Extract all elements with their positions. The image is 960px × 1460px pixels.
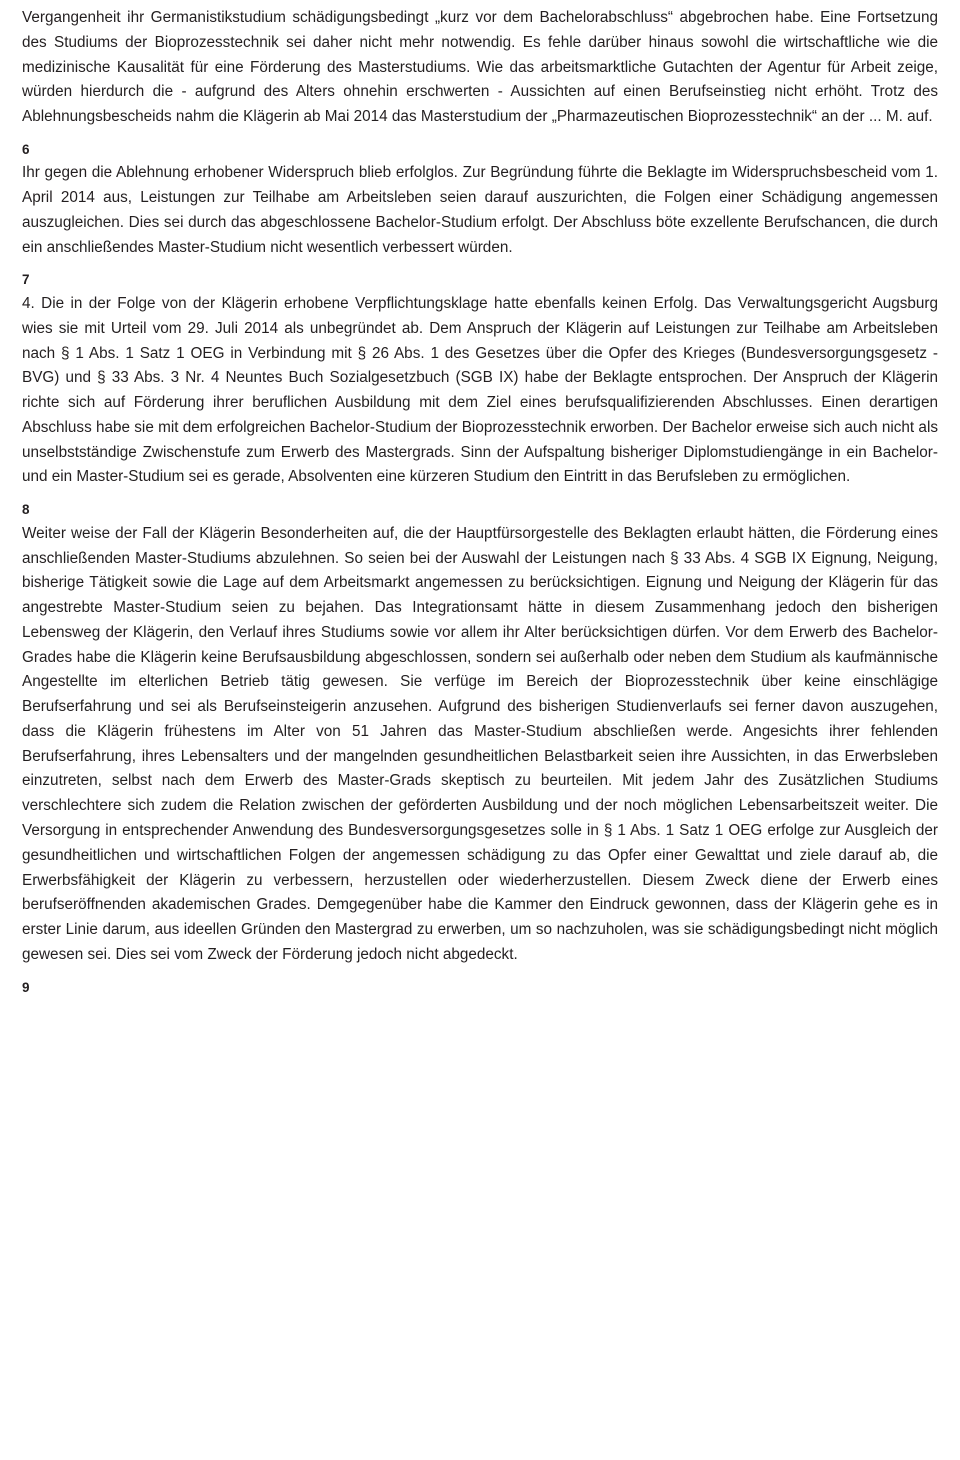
margin-number-7: 7	[22, 272, 30, 288]
paragraph-7: 4. Die in der Folge von der Klägerin erhobene Verpflichtungsklage hatte ebenfalls keinen Erfolg. Das Verwaltungsgericht Augsburg wies sie mit Urteil vom 29. Juli 2014 als unbegründet ab. Dem Anspruch der Klägerin auf Leistungen zur Teilhabe am Arbeitsleben nach § 1 Abs. 1 Satz 1 OEG in Verbindung mit § 26 Abs. 1 des Gesetzes über die Opfer des Krieges (Bundesversorgungsgesetz - BVG) und § 33 Abs. 3 Nr. 4 Neuntes Buch Sozialgesetzbuch (SGB IX) habe der Beklagte entsprochen. Der Anspruch der Klägerin richte sich auf Förderung ihrer beruflichen Ausbildung mit dem Ziel eines berufsqualifizierenden Abschlusses. Einen derartigen Abschluss habe sie mit dem erfolgreichen Bachelor-Studium der Bioprozesstechnik erworben. Der Bachelor erweise sich auch nicht als unselbstständige Zwischenstufe zum Erwerb des Mastergrads. Sinn der Aufspaltung bisheriger Diplomstudiengänge in ein Bachelor- und ein Master-Studium sei es gerade, Absolventen eine kürzeren Studium den Eintritt in das Berufsleben zu ermöglichen.	[22, 295, 938, 486]
paragraph-6: Ihr gegen die Ablehnung erhobener Widerspruch blieb erfolglos. Zur Begründung führte die Beklagte im Widerspruchsbescheid vom 1. April 2014 aus, Leistungen zur Teilhabe am Arbeitsleben seien darauf auszurichten, die Folgen einer Schädigung angemessen auszugleichen. Dies sei durch das abgeschlossene Bachelor-Studium erfolgt. Der Abschluss böte exzellente Berufschancen, die durch ein anschließendes Master-Studium nicht wesentlich verbessert würden.	[22, 164, 938, 256]
paragraph-continuation: Vergangenheit ihr Germanistikstudium schädigungsbedingt „kurz vor dem Bachelorabschluss“ abgebrochen habe. Eine Fortsetzung des Studiums der Bioprozesstechnik sei daher nicht mehr notwendig. Es fehle darüber hinaus sowohl die wirtschaftliche wie die medizinische Kausalität für eine Förderung des Masterstudiums. Wie das arbeitsmarktliche Gutachten der Agentur für Arbeit zeige, würden hierdurch die - aufgrund des Alters ohnehin erschwerten - Aussichten auf einen Berufseinstieg nicht erhöht. Trotz des Ablehnungsbescheids nahm die Klägerin ab Mai 2014 das Masterstudium der „Pharmazeutischen Bioprozesstechnik“ an der ... M. auf.	[22, 9, 938, 126]
margin-number-9: 9	[22, 979, 30, 995]
margin-number-6: 6	[22, 141, 30, 157]
paragraph-8: Weiter weise der Fall der Klägerin Besonderheiten auf, die der Hauptfürsorgestelle des Beklagten erlaubt hätten, die Förderung eines anschließenden Master-Studiums abzulehnen. So seien bei der Auswahl der Leistungen nach § 33 Abs. 4 SGB IX Eignung, Neigung, bisherige Tätigkeit sowie die Lage auf dem Arbeitsmarkt angemessen zu berücksichtigen. Eignung und Neigung der Klägerin für das angestrebte Master-Studium seien zu bejahen. Das Integrationsamt hätte in diesem Zusammenhang jedoch den bisherigen Lebensweg der Klägerin, den Verlauf ihres Studiums sowie vor allem ihr Alter berücksichtigen dürfen. Vor dem Erwerb des Bachelor-Grades habe die Klägerin keine Berufsausbildung abgeschlossen, sondern sei außerhalb oder neben dem Studium als kaufmännische Angestellte im elterlichen Betrieb tätig gewesen. Sie verfüge im Bereich der Bioprozesstechnik über keine einschlägige Berufserfahrung und sei als Berufseinsteigerin anzusehen. Aufgrund des bisherigen Studienverlaufs sei ferner davon auszugehen, dass die Klägerin frühestens im Alter von 51 Jahren das Master-Studium abschließen werde. Angesichts ihrer fehlenden Berufserfahrung, ihres Lebensalters und der mangelnden gesundheitlichen Belastbarkeit seien ihre Aussichten, in das Erwerbsleben einzutreten, selbst nach dem Erwerb des Master-Grads skeptisch zu beurteilen. Mit jedem Jahr des Zusätzlichen Studiums verschlechtere sich zudem die Relation zwischen der geförderten Ausbildung und der noch möglichen Lebensarbeitszeit weiter. Die Versorgung in entsprechender Anwendung des Bundesversorgungsgesetzes solle in § 1 Abs. 1 Satz 1 OEG erfolge zur Ausgleich der gesundheitlichen und wirtschaftlichen Folgen der angemessen schädigung zu das Opfer einer Gewalttat und ziele darauf ab, die Erwerbsfähigkeit der Klägerin zu verbessern, herzustellen oder wiederherzustellen. Diesem Zweck diene der Erwerb eines berufseröffnenden akademischen Grades. Demgegenüber habe die Kammer den Eindruck gewonnen, dass der Klägerin gehe es in erster Linie darum, aus ideellen Gründen den Mastergrad zu erwerben, um so nachzuholen, was sie schädigungsbedingt nicht möglich gewesen sei. Dies sei vom Zweck der Förderung jedoch nicht abgedeckt.	[22, 524, 938, 963]
margin-number-8: 8	[22, 502, 30, 518]
